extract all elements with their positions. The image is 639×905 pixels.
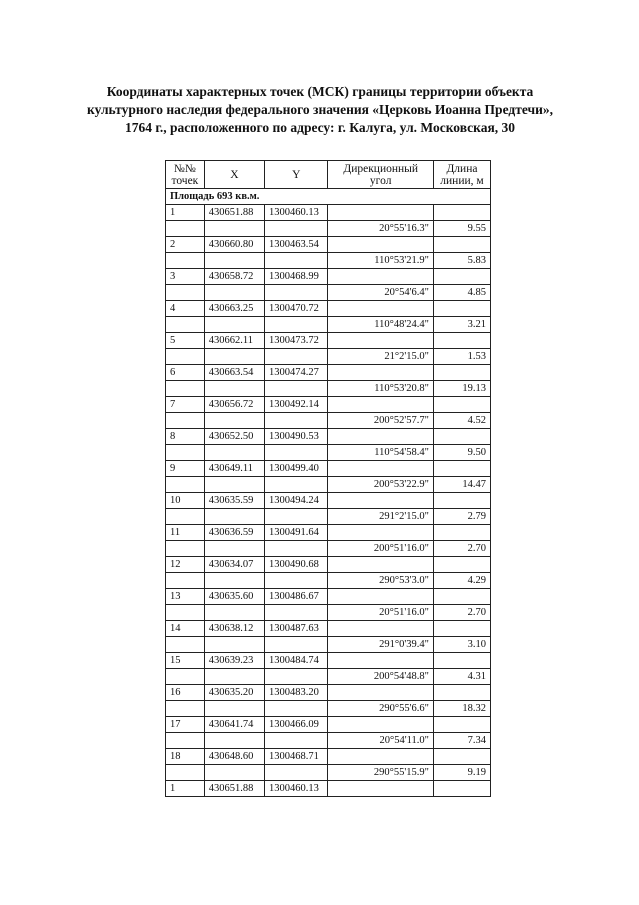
angle-value: [328, 269, 433, 285]
angle-value: 110°48'24.4": [328, 317, 433, 333]
header-y: Y: [264, 161, 327, 189]
y-value: 1300491.64: [264, 525, 327, 541]
length-value: [433, 237, 490, 253]
table-row: [166, 589, 491, 605]
angle-value: 200°52'57.7": [328, 413, 433, 429]
x-value: [204, 445, 264, 461]
y-value: 1300494.24: [264, 493, 327, 509]
table-row: [166, 365, 491, 381]
y-value: 1300492.14: [264, 397, 327, 413]
table-row: [166, 717, 491, 733]
length-value: [433, 301, 490, 317]
table-row: [166, 445, 491, 461]
point-number: 10: [166, 493, 205, 509]
table-row: [166, 653, 491, 669]
angle-value: [328, 621, 433, 637]
header-point-line-1: №№: [173, 162, 196, 175]
header-angle-line-2: угол: [369, 174, 392, 187]
x-value: [204, 573, 264, 589]
length-value: 4.31: [433, 669, 490, 685]
length-value: [433, 397, 490, 413]
point-number: 4: [166, 301, 205, 317]
angle-value: [328, 525, 433, 541]
x-value: [204, 541, 264, 557]
point-number: 5: [166, 333, 205, 349]
length-value: 19.13: [433, 381, 490, 397]
y-value: 1300487.63: [264, 621, 327, 637]
header-angle-line-1: Дирекционный: [343, 162, 419, 175]
point-number: [166, 413, 205, 429]
point-number: 6: [166, 365, 205, 381]
header-length-line-1: Длина: [446, 162, 478, 175]
y-value: 1300483.20: [264, 685, 327, 701]
x-value: 430641.74: [204, 717, 264, 733]
angle-value: 20°51'16.0": [328, 605, 433, 621]
angle-value: 20°55'16.3": [328, 221, 433, 237]
length-value: [433, 589, 490, 605]
point-number: [166, 573, 205, 589]
point-number: 9: [166, 461, 205, 477]
x-value: 430651.88: [204, 205, 264, 221]
table-row: [166, 237, 491, 253]
point-number: 18: [166, 749, 205, 765]
x-value: [204, 253, 264, 269]
angle-value: [328, 557, 433, 573]
angle-value: [328, 493, 433, 509]
angle-value: 200°54'48.8": [328, 669, 433, 685]
header-length: [433, 161, 490, 189]
table-row: [166, 541, 491, 557]
x-value: 430663.25: [204, 301, 264, 317]
table-row: [166, 221, 491, 237]
point-number: 15: [166, 653, 205, 669]
table-header-row: [166, 161, 491, 189]
y-value: 1300490.68: [264, 557, 327, 573]
table-row: [166, 429, 491, 445]
y-value: 1300460.13: [264, 781, 327, 797]
point-number: [166, 541, 205, 557]
x-value: 430660.80: [204, 237, 264, 253]
y-value: 1300474.27: [264, 365, 327, 381]
point-number: [166, 701, 205, 717]
x-value: [204, 413, 264, 429]
point-number: 1: [166, 205, 205, 221]
angle-value: 110°53'21.9": [328, 253, 433, 269]
length-value: [433, 749, 490, 765]
table-row: [166, 765, 491, 781]
y-value: [264, 541, 327, 557]
y-value: 1300466.09: [264, 717, 327, 733]
angle-value: 291°0'39.4": [328, 637, 433, 653]
x-value: 430658.72: [204, 269, 264, 285]
length-value: 14.47: [433, 477, 490, 493]
table-row: [166, 621, 491, 637]
point-number: [166, 477, 205, 493]
x-value: 430634.07: [204, 557, 264, 573]
table-row: [166, 749, 491, 765]
angle-value: [328, 717, 433, 733]
x-value: 430638.12: [204, 621, 264, 637]
length-value: [433, 653, 490, 669]
y-value: [264, 253, 327, 269]
point-number: 11: [166, 525, 205, 541]
x-value: 430635.20: [204, 685, 264, 701]
title-line-2: культурного наследия федерального значения «Церковь Иоанна Предтечи»,: [86, 102, 554, 117]
table-row: [166, 381, 491, 397]
point-number: [166, 765, 205, 781]
table-row: [166, 477, 491, 493]
table-row: [166, 573, 491, 589]
length-value: 4.85: [433, 285, 490, 301]
table-row: [166, 557, 491, 573]
point-number: 14: [166, 621, 205, 637]
y-value: [264, 733, 327, 749]
length-value: 7.34: [433, 733, 490, 749]
point-number: 12: [166, 557, 205, 573]
x-value: [204, 765, 264, 781]
point-number: 7: [166, 397, 205, 413]
length-value: 4.29: [433, 573, 490, 589]
x-value: [204, 701, 264, 717]
y-value: 1300490.53: [264, 429, 327, 445]
angle-value: 21°2'15.0": [328, 349, 433, 365]
point-number: [166, 285, 205, 301]
header-point-line-2: точек: [171, 174, 199, 187]
length-value: [433, 557, 490, 573]
area-label: Площадь 693 кв.м.: [166, 189, 491, 205]
angle-value: [328, 685, 433, 701]
table-row: [166, 525, 491, 541]
y-value: [264, 669, 327, 685]
length-value: 2.70: [433, 541, 490, 557]
y-value: 1300470.72: [264, 301, 327, 317]
length-value: 9.50: [433, 445, 490, 461]
angle-value: [328, 461, 433, 477]
length-value: [433, 429, 490, 445]
point-number: [166, 669, 205, 685]
length-value: [433, 781, 490, 797]
x-value: 430649.11: [204, 461, 264, 477]
y-value: [264, 765, 327, 781]
point-number: 8: [166, 429, 205, 445]
y-value: [264, 509, 327, 525]
x-value: 430635.59: [204, 493, 264, 509]
point-number: [166, 509, 205, 525]
y-value: [264, 573, 327, 589]
y-value: 1300486.67: [264, 589, 327, 605]
angle-value: [328, 781, 433, 797]
y-value: 1300463.54: [264, 237, 327, 253]
x-value: 430651.88: [204, 781, 264, 797]
angle-value: 290°53'3.0": [328, 573, 433, 589]
x-value: [204, 285, 264, 301]
length-value: 3.10: [433, 637, 490, 653]
x-value: 430648.60: [204, 749, 264, 765]
length-value: 5.83: [433, 253, 490, 269]
table-row: [166, 493, 491, 509]
x-value: [204, 477, 264, 493]
y-value: [264, 413, 327, 429]
length-value: 9.55: [433, 221, 490, 237]
x-value: 430636.59: [204, 525, 264, 541]
table-row: [166, 509, 491, 525]
y-value: 1300484.74: [264, 653, 327, 669]
length-value: [433, 365, 490, 381]
y-value: 1300468.71: [264, 749, 327, 765]
x-value: [204, 221, 264, 237]
table-row: [166, 605, 491, 621]
length-value: 9.19: [433, 765, 490, 781]
y-value: [264, 605, 327, 621]
table-row: [166, 349, 491, 365]
point-number: 1: [166, 781, 205, 797]
y-value: 1300473.72: [264, 333, 327, 349]
length-value: [433, 621, 490, 637]
x-value: 430639.23: [204, 653, 264, 669]
x-value: [204, 349, 264, 365]
length-value: 4.52: [433, 413, 490, 429]
point-number: 17: [166, 717, 205, 733]
point-number: [166, 605, 205, 621]
x-value: [204, 605, 264, 621]
x-value: [204, 381, 264, 397]
length-value: 18.32: [433, 701, 490, 717]
header-length-line-2: линии, м: [440, 174, 484, 187]
length-value: 1.53: [433, 349, 490, 365]
point-number: 3: [166, 269, 205, 285]
table-row: [166, 269, 491, 285]
area-row: [166, 189, 491, 205]
table-row: [166, 253, 491, 269]
angle-value: 110°53'20.8": [328, 381, 433, 397]
table-row: [166, 285, 491, 301]
point-number: 13: [166, 589, 205, 605]
point-number: [166, 349, 205, 365]
header-x: X: [204, 161, 264, 189]
point-number: 2: [166, 237, 205, 253]
x-value: [204, 317, 264, 333]
point-number: [166, 253, 205, 269]
table-row: [166, 397, 491, 413]
x-value: [204, 509, 264, 525]
length-value: 2.70: [433, 605, 490, 621]
x-value: 430635.60: [204, 589, 264, 605]
angle-value: [328, 301, 433, 317]
angle-value: [328, 205, 433, 221]
angle-value: [328, 589, 433, 605]
y-value: [264, 445, 327, 461]
length-value: [433, 269, 490, 285]
table-row: [166, 669, 491, 685]
angle-value: 290°55'15.9": [328, 765, 433, 781]
angle-value: 200°51'16.0": [328, 541, 433, 557]
length-value: [433, 493, 490, 509]
angle-value: 291°2'15.0": [328, 509, 433, 525]
point-number: [166, 317, 205, 333]
length-value: [433, 461, 490, 477]
point-number: [166, 221, 205, 237]
point-number: 16: [166, 685, 205, 701]
table-row: [166, 733, 491, 749]
y-value: [264, 349, 327, 365]
x-value: [204, 669, 264, 685]
table-row: [166, 461, 491, 477]
angle-value: [328, 653, 433, 669]
y-value: [264, 701, 327, 717]
angle-value: 200°53'22.9": [328, 477, 433, 493]
angle-value: 110°54'58.4": [328, 445, 433, 461]
table-row: [166, 317, 491, 333]
x-value: 430663.54: [204, 365, 264, 381]
length-value: [433, 333, 490, 349]
length-value: 2.79: [433, 509, 490, 525]
table-row: [166, 781, 491, 797]
x-value: 430652.50: [204, 429, 264, 445]
point-number: [166, 381, 205, 397]
y-value: [264, 381, 327, 397]
x-value: [204, 733, 264, 749]
y-value: [264, 637, 327, 653]
point-number: [166, 637, 205, 653]
header-angle: [328, 161, 433, 189]
coordinates-table: [165, 160, 491, 797]
table-row: [166, 301, 491, 317]
y-value: [264, 477, 327, 493]
y-value: [264, 221, 327, 237]
table-row: [166, 685, 491, 701]
x-value: 430662.11: [204, 333, 264, 349]
point-number: [166, 733, 205, 749]
length-value: [433, 717, 490, 733]
angle-value: 20°54'11.0": [328, 733, 433, 749]
header-point: [166, 161, 205, 189]
angle-value: [328, 429, 433, 445]
table-row: [166, 413, 491, 429]
y-value: 1300468.99: [264, 269, 327, 285]
angle-value: [328, 333, 433, 349]
y-value: 1300460.13: [264, 205, 327, 221]
point-number: [166, 445, 205, 461]
angle-value: 20°54'6.4": [328, 285, 433, 301]
length-value: [433, 685, 490, 701]
table-row: [166, 333, 491, 349]
table-row: [166, 205, 491, 221]
table-row: [166, 701, 491, 717]
length-value: [433, 205, 490, 221]
angle-value: 290°55'6.6": [328, 701, 433, 717]
title-line-3: 1764 г., расположенного по адресу: г. Калуга, ул. Московская, 30: [124, 120, 516, 135]
length-value: [433, 525, 490, 541]
length-value: 3.21: [433, 317, 490, 333]
angle-value: [328, 749, 433, 765]
angle-value: [328, 397, 433, 413]
x-value: 430656.72: [204, 397, 264, 413]
x-value: [204, 637, 264, 653]
angle-value: [328, 237, 433, 253]
y-value: [264, 285, 327, 301]
y-value: 1300499.40: [264, 461, 327, 477]
table-row: [166, 637, 491, 653]
table-body: [166, 189, 491, 797]
title-line-1: Координаты характерных точек (МСК) границы территории объекта: [106, 84, 534, 99]
y-value: [264, 317, 327, 333]
document-title: [40, 83, 600, 137]
angle-value: [328, 365, 433, 381]
